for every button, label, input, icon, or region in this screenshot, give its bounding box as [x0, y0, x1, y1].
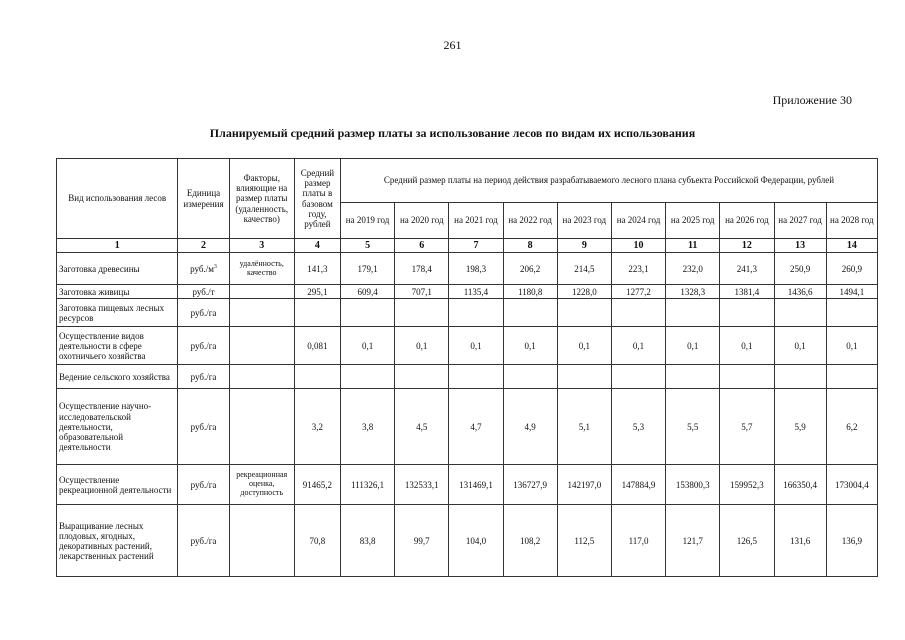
row-year-value: [666, 299, 720, 327]
document-title: Планируемый средний размер платы за использование лесов по видам их использования: [209, 126, 696, 140]
row-unit: [178, 465, 229, 505]
row-year-value: 142197,0: [557, 465, 611, 505]
row-year-value: 0,1: [341, 327, 395, 365]
row-year-value: 707,1: [395, 285, 449, 299]
row-year-value: 1381,4: [720, 285, 774, 299]
row-year-value: 250,9: [774, 253, 826, 285]
column-number: 4: [294, 239, 340, 253]
row-activity: Осуществление видов деятельности в сфере охотничьего хозяйства: [57, 327, 178, 365]
header-unit: Единица измерения: [178, 159, 229, 239]
row-unit: [178, 365, 229, 389]
column-number: 8: [503, 239, 557, 253]
row-year-value: 5,9: [774, 389, 826, 465]
unit-text: руб./га: [190, 479, 217, 490]
row-year-value: [611, 365, 665, 389]
row-year-value: 126,5: [720, 505, 774, 577]
row-factors: [229, 285, 294, 299]
row-year-value: [774, 299, 826, 327]
row-year-value: 260,9: [826, 253, 877, 285]
row-unit: [178, 299, 229, 327]
unit-superscript: 3: [213, 263, 217, 270]
row-year-value: 1494,1: [826, 285, 877, 299]
fee-table: [56, 158, 878, 577]
row-year-value: [720, 365, 774, 389]
row-year-value: 5,1: [557, 389, 611, 465]
row-year-value: 0,1: [395, 327, 449, 365]
row-year-value: [395, 365, 449, 389]
row-year-value: 99,7: [395, 505, 449, 577]
header-year: на 2026 год: [720, 203, 774, 239]
row-year-value: 83,8: [341, 505, 395, 577]
header-period: Средний размер платы на период действия разрабатываемого лесного плана субъекта Российской Федерации, рублей: [341, 159, 878, 203]
row-year-value: 173004,4: [826, 465, 877, 505]
row-year-value: 179,1: [341, 253, 395, 285]
row-year-value: [611, 299, 665, 327]
row-activity: Заготовка древесины: [57, 253, 178, 285]
column-number: 7: [449, 239, 503, 253]
header-year: на 2025 год: [666, 203, 720, 239]
row-year-value: 131469,1: [449, 465, 503, 505]
column-number: 9: [557, 239, 611, 253]
row-year-value: 1436,6: [774, 285, 826, 299]
table-row: [57, 365, 878, 389]
row-year-value: 232,0: [666, 253, 720, 285]
row-factors: [229, 505, 294, 577]
header-year: на 2023 год: [557, 203, 611, 239]
table-row: [57, 253, 878, 285]
row-year-value: 1328,3: [666, 285, 720, 299]
row-unit: [178, 327, 229, 365]
column-number: 6: [395, 239, 449, 253]
row-base-value: 91465,2: [294, 465, 340, 505]
column-number: 3: [229, 239, 294, 253]
unit-text: руб./т: [192, 286, 215, 297]
row-unit: [178, 505, 229, 577]
table-row: [57, 285, 878, 299]
row-year-value: 0,1: [611, 327, 665, 365]
row-year-value: [666, 365, 720, 389]
row-year-value: 1135,4: [449, 285, 503, 299]
row-base-value: 70,8: [294, 505, 340, 577]
header-year: на 2022 год: [503, 203, 557, 239]
row-year-value: 111326,1: [341, 465, 395, 505]
row-year-value: 159952,3: [720, 465, 774, 505]
appendix-label: Приложение 30: [772, 93, 852, 107]
row-year-value: 104,0: [449, 505, 503, 577]
row-year-value: 136727,9: [503, 465, 557, 505]
header-type: Вид использования лесов: [57, 159, 178, 239]
column-number: 14: [826, 239, 877, 253]
row-year-value: 0,1: [774, 327, 826, 365]
row-year-value: [557, 365, 611, 389]
unit-text: руб./га: [190, 340, 217, 351]
row-year-value: 1228,0: [557, 285, 611, 299]
unit-text: руб./м: [190, 263, 214, 274]
column-number: 2: [178, 239, 229, 253]
row-year-value: 198,3: [449, 253, 503, 285]
row-year-value: [503, 365, 557, 389]
unit-text: руб./га: [190, 307, 217, 318]
row-factors: [229, 327, 294, 365]
row-factors: [229, 299, 294, 327]
table-row: [57, 389, 878, 465]
row-year-value: 117,0: [611, 505, 665, 577]
row-year-value: [720, 299, 774, 327]
row-base-value: 141,3: [294, 253, 340, 285]
header-year: на 2019 год: [341, 203, 395, 239]
row-year-value: 131,6: [774, 505, 826, 577]
row-unit: [178, 253, 229, 285]
row-year-value: [341, 299, 395, 327]
table-row: [57, 505, 878, 577]
unit-text: руб./га: [190, 421, 217, 432]
row-activity: Ведение сельского хозяйства: [57, 365, 178, 389]
row-year-value: 0,1: [826, 327, 877, 365]
row-year-value: [449, 365, 503, 389]
row-unit: [178, 389, 229, 465]
row-year-value: [395, 299, 449, 327]
row-factors: [229, 389, 294, 465]
row-year-value: 4,9: [503, 389, 557, 465]
row-activity: Осуществление научно-исследовательской деятельности, образовательной деятельности: [57, 389, 178, 465]
row-factors: рекреационная оценка, доступность: [229, 465, 294, 505]
row-year-value: 5,7: [720, 389, 774, 465]
header-year: на 2028 год: [826, 203, 877, 239]
column-number: 11: [666, 239, 720, 253]
row-base-value: 3,2: [294, 389, 340, 465]
row-year-value: 214,5: [557, 253, 611, 285]
row-activity: Заготовка живицы: [57, 285, 178, 299]
row-factors: удалённость, качество: [229, 253, 294, 285]
header-year: на 2020 год: [395, 203, 449, 239]
row-year-value: 0,1: [503, 327, 557, 365]
row-year-value: 132533,1: [395, 465, 449, 505]
row-year-value: 0,1: [666, 327, 720, 365]
row-unit: [178, 285, 229, 299]
table-row: [57, 465, 878, 505]
column-number: 12: [720, 239, 774, 253]
row-year-value: [557, 299, 611, 327]
row-year-value: [774, 365, 826, 389]
row-year-value: 223,1: [611, 253, 665, 285]
row-year-value: 0,1: [720, 327, 774, 365]
row-year-value: 121,7: [666, 505, 720, 577]
row-base-value: [294, 299, 340, 327]
row-year-value: 1277,2: [611, 285, 665, 299]
row-year-value: 4,5: [395, 389, 449, 465]
row-year-value: 609,4: [341, 285, 395, 299]
row-year-value: 5,5: [666, 389, 720, 465]
column-number: 5: [341, 239, 395, 253]
header-base-year: Средний размер платы в базовом году, рублей: [294, 159, 340, 239]
row-year-value: 178,4: [395, 253, 449, 285]
row-base-value: [294, 365, 340, 389]
row-year-value: [826, 299, 877, 327]
row-year-value: 6,2: [826, 389, 877, 465]
table-row: [57, 299, 878, 327]
row-year-value: 153800,3: [666, 465, 720, 505]
header-year: на 2024 год: [611, 203, 665, 239]
row-year-value: [503, 299, 557, 327]
page-number: 261: [443, 38, 462, 52]
row-year-value: 136,9: [826, 505, 877, 577]
row-year-value: 1180,8: [503, 285, 557, 299]
column-number-row: [57, 239, 878, 253]
table-row: [57, 327, 878, 365]
row-base-value: 0,081: [294, 327, 340, 365]
column-number: 10: [611, 239, 665, 253]
row-activity: Заготовка пищевых лесных ресурсов: [57, 299, 178, 327]
header-year: на 2027 год: [774, 203, 826, 239]
header-year: на 2021 год: [449, 203, 503, 239]
row-year-value: 147884,9: [611, 465, 665, 505]
row-year-value: [826, 365, 877, 389]
row-year-value: 0,1: [449, 327, 503, 365]
row-year-value: 112,5: [557, 505, 611, 577]
row-year-value: 3,8: [341, 389, 395, 465]
row-year-value: 5,3: [611, 389, 665, 465]
row-base-value: 295,1: [294, 285, 340, 299]
unit-text: руб./га: [190, 371, 217, 382]
column-number: 13: [774, 239, 826, 253]
row-year-value: [449, 299, 503, 327]
row-year-value: 206,2: [503, 253, 557, 285]
row-year-value: 241,3: [720, 253, 774, 285]
row-year-value: 0,1: [557, 327, 611, 365]
row-year-value: [341, 365, 395, 389]
row-activity: Выращивание лесных плодовых, ягодных, декоративных растений, лекарственных растений: [57, 505, 178, 577]
table-body: [57, 253, 878, 577]
unit-text: руб./га: [190, 535, 217, 546]
row-year-value: 4,7: [449, 389, 503, 465]
header-factors: Факторы, влияющие на размер платы (удаленность, качество): [229, 159, 294, 239]
row-year-value: 166350,4: [774, 465, 826, 505]
row-year-value: 108,2: [503, 505, 557, 577]
row-factors: [229, 365, 294, 389]
column-number: 1: [57, 239, 178, 253]
row-activity: Осуществление рекреационной деятельности: [57, 465, 178, 505]
